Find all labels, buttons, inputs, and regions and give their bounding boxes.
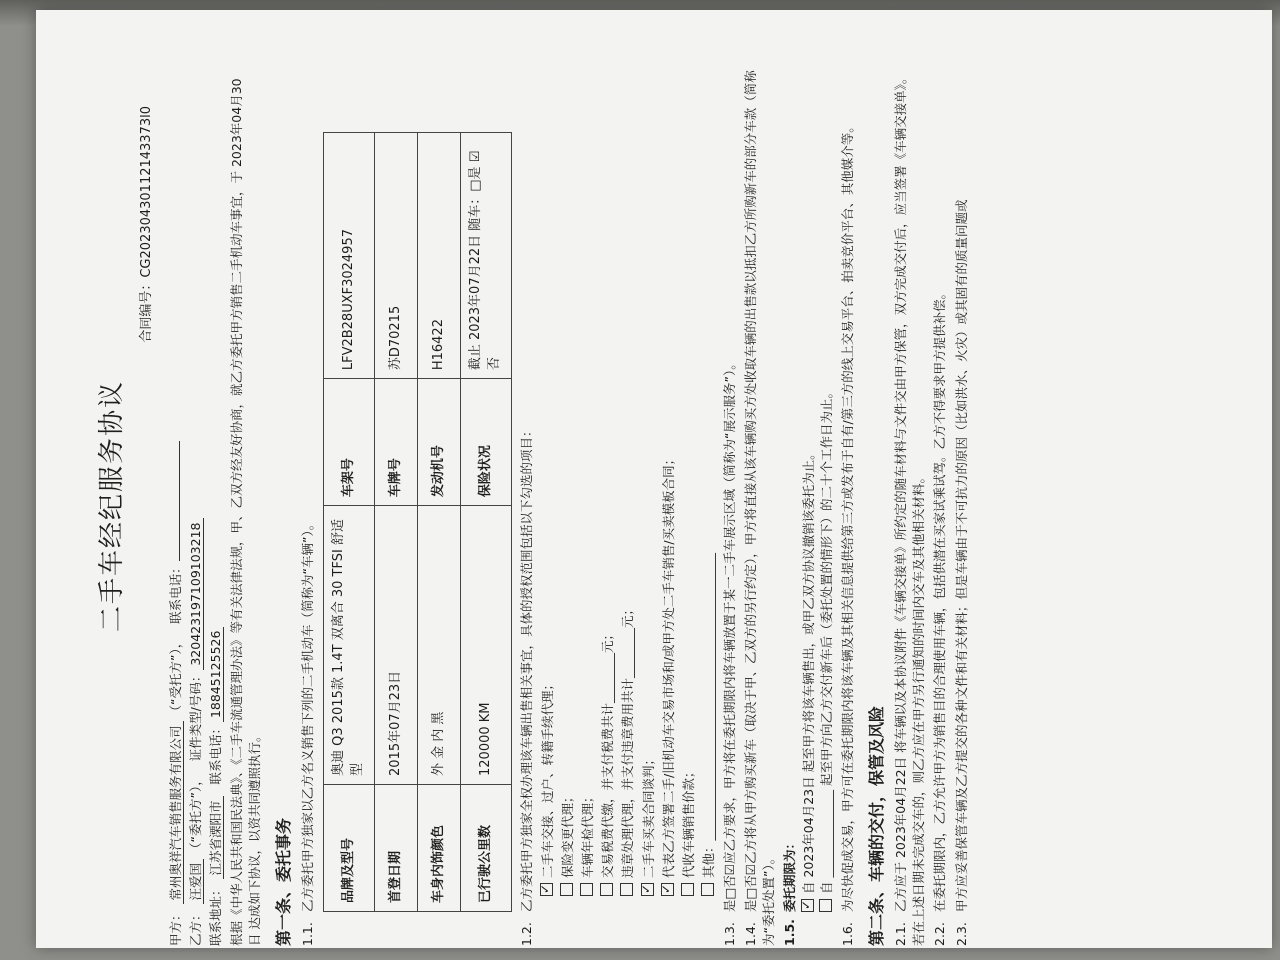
clause-1-6: 1.6.为尽快促成交易，甲方可在委托期限内将该车辆及其相关信息提供给第三方或发布于自有/第三方的线上交易平台、拍卖竞价平台、其他媒介等。 [839, 120, 855, 946]
option-label: 保险变更代理； [560, 790, 576, 878]
vehicle-table [323, 132, 511, 912]
authorization-option [680, 66, 698, 896]
checkbox-icon[interactable] [819, 899, 832, 912]
checkbox-icon[interactable] [701, 883, 714, 896]
contract-number: 合同编号：CG20230430112143373l0 [138, 106, 154, 343]
authorization-option [579, 66, 597, 896]
checkbox-icon[interactable] [580, 883, 593, 896]
option-label: 其他：______________________________________________ [700, 552, 716, 878]
address-line: 联系地址： 江苏省溧阳市 联系电话：18845125526 [207, 66, 225, 946]
clause-2-2: 2.2.在委托期限内，乙方允许甲方为销售目的合理使用车辆，包括供潜在买家试乘试驾。乙方不得要求甲方提供补偿。 [932, 286, 948, 946]
option-label: 车辆年检代理； [580, 790, 596, 878]
label-engine: 发动机号 [418, 379, 461, 506]
value-insurance: 截止 2023年07月22日 随车：□是 ☑否 [461, 133, 512, 379]
checkbox-icon[interactable] [661, 883, 674, 896]
label-km: 已行驶公里数 [461, 785, 512, 912]
paper-sheet [36, 10, 1272, 948]
checkbox-icon[interactable] [801, 899, 814, 912]
value-km: 120000 KM [461, 506, 512, 785]
term-option-1: ✓ 自 2023年04月23日 起至甲方将该车辆售出，或甲乙双方协议撤销该委托为止。 [800, 66, 818, 912]
value-reg: 2015年07月23日 [375, 506, 418, 785]
checkbox-icon[interactable] [540, 883, 553, 896]
label-reg: 首登日期 [375, 785, 418, 912]
clause-1-3: 1.3.是□否☑应乙方要求，甲方将在委托期限内将车辆放置于某一二手车展示区域（简称为“展示服务”）。 [722, 357, 738, 946]
clause-1-1: 1.1.乙方委托甲方独家以乙方名义销售下列的二手机动车（简称为“车辆”）。 [300, 517, 316, 946]
checkbox-icon[interactable] [560, 883, 573, 896]
clause-1-5: 1.5.委托期限为： ✓ 自 2023年04月23日 起至甲方将该车辆售出，或甲乙双方协议撤销该委托为止。 自 ______________ 起至甲方向乙方交付新车后（委托处置的情形下）的二十个工作日为止。 [781, 66, 835, 946]
document-title: 二手车经纪服务协议 [97, 380, 127, 633]
option-label: 代表乙方签署二手/旧机动车交易市场和/或甲方处二手车销售/买卖模板合同； [660, 452, 676, 878]
authorization-option [599, 66, 617, 896]
option-label: 违章处理代理，并支付违章费用共计________元； [620, 602, 636, 878]
authorization-option [700, 66, 718, 896]
clause-2-3: 2.3.甲方应妥善保管车辆及乙方提交的各种文件和有关材料；但是车辆由于不可抗力的原因（比如洪水、火灾）或其固有的质量问题或 [953, 199, 969, 946]
label-insurance: 保险状况 [461, 379, 512, 506]
authorization-option [539, 66, 557, 896]
authorization-options [539, 66, 718, 946]
document-page [94, 66, 1254, 946]
value-plate: 苏D70215 [375, 133, 418, 379]
clause-1-4: 1.4.是□否☑乙方将从甲方购买新车（取决于甲、乙双方的另行约定），甲方将直接从该车辆购买方处收取车辆的出售款以抵扣乙方所购新车的部分车款（简称为“委托处置”）。 [743, 70, 777, 946]
party-b-line: 乙方： 汪爱国 （“委托方”）， 证件类型/号码：320423197109103218 [187, 66, 205, 946]
label-plate: 车牌号 [375, 379, 418, 506]
value-vin: LFV2B28UXF3024957 [324, 133, 375, 379]
checkbox-icon[interactable] [641, 883, 654, 896]
party-a-line: 甲方： 常州奥祥汽车销售服务有限公司 （“受托方”）， 联系电话： [167, 66, 185, 946]
option-label: 代收车辆销售价款； [680, 765, 696, 878]
value-engine: H16422 [418, 133, 461, 379]
section-1-heading: 第一条、委托事务 [274, 817, 294, 946]
section-2-heading: 第二条、车辆的交付，保管及风险 [866, 705, 886, 946]
authorization-option [559, 66, 577, 896]
label-vin: 车架号 [324, 379, 375, 506]
checkbox-icon[interactable] [600, 883, 613, 896]
label-model: 品牌及型号 [324, 785, 375, 912]
option-label: 交易税费代缴，并支付税费共计________元； [600, 627, 616, 878]
option-label: 二手车交接、过户、转籍手续代理； [539, 677, 555, 878]
term-option-2: 自 ______________ 起至甲方向乙方交付新车后（委托处置的情形下）的二十个工作日为止。 [818, 66, 836, 912]
value-color: 外 金 内 黑 [418, 506, 461, 785]
preamble: 根据《中华人民共和国民法典》、《二手车流通管理办法》等有关法律法规，甲、乙双方经友好协商，就乙方委托甲方销售二手机动车事宜，于 2023年04月30日 达成如下协议，以资共同遵照执行。 [228, 78, 263, 946]
value-model: 奥迪 Q3 2015款 1.4T 双离合 30 TFSI 舒适型 [324, 506, 375, 785]
checkbox-icon[interactable] [620, 883, 633, 896]
label-color: 车身内饰颜色 [418, 785, 461, 912]
checkbox-icon[interactable] [681, 883, 694, 896]
authorization-option [660, 66, 678, 896]
authorization-option [619, 66, 637, 896]
clause-1-2: 1.2.乙方委托甲方独家全权办理该车辆出售相关事宜，具体的授权范围包括以下勾选的项目： [518, 424, 534, 946]
authorization-option [640, 66, 658, 896]
option-label: 二手车买卖合同谈判； [640, 752, 656, 878]
clause-2-1: 2.1.乙方应于 2023年04月22日 将车辆以及本协议附件《车辆交接单》所约定的随车材料与文件交由甲方保管，双方完成交付后，应当签署《车辆交接单》。若在上述日期未完成交车的，则乙方应在甲方另行通知的时间内交车及其他相关材料。 [893, 71, 927, 946]
